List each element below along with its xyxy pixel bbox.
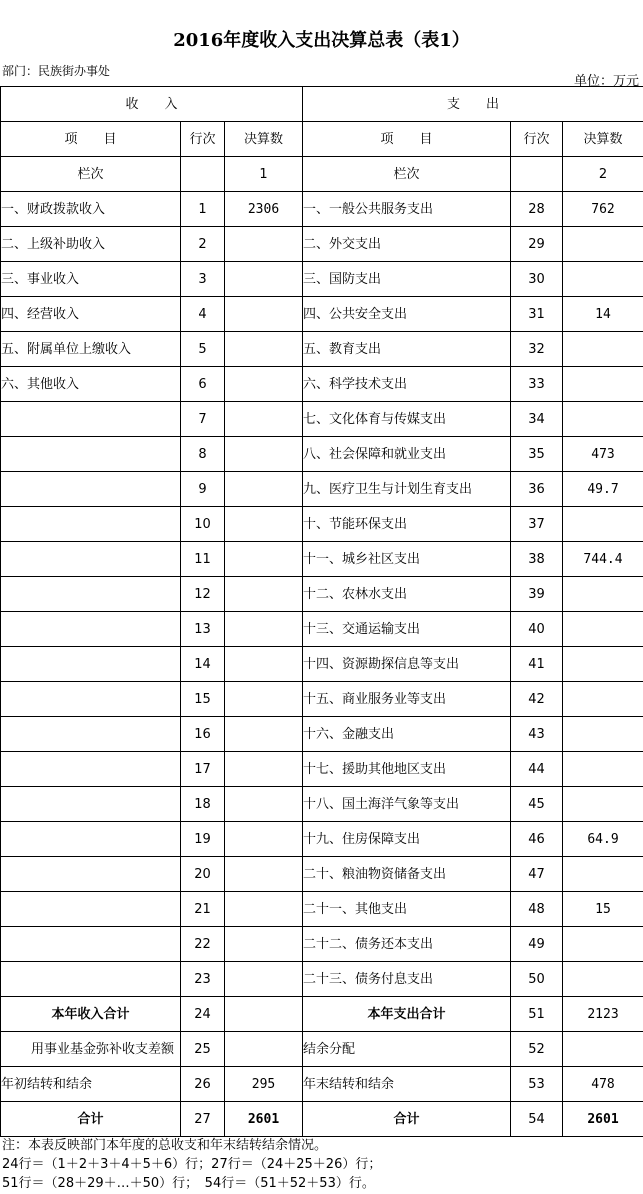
expense-grand-total-line: 54 — [511, 1102, 563, 1137]
surplus-allocation-amount — [563, 1032, 643, 1067]
expense-line-cell: 31 — [511, 297, 563, 332]
footnote-line: 注：本表反映部门本年度的总收支和年末结转结余情况。 — [2, 1138, 328, 1153]
income-col-index: 1 — [225, 157, 303, 192]
expense-amount-cell: 15 — [563, 892, 643, 927]
income-amount-cell: 2306 — [225, 192, 303, 227]
income-line-header: 行次 — [181, 122, 225, 157]
expense-item-cell: 六、科学技术支出 — [303, 367, 511, 402]
income-item-header: 项 目 — [1, 122, 181, 157]
income-amount-cell — [225, 367, 303, 402]
annual-total-row — [1, 997, 643, 1032]
expense-col-index: 2 — [563, 157, 643, 192]
footnote-line: 24行＝（1＋2＋3＋4＋5＋6）行；27行＝（24＋25＋26）行； — [2, 1157, 382, 1172]
income-item-cell: 三、事业收入 — [1, 262, 181, 297]
expense-item-cell: 十九、住房保障支出 — [303, 822, 511, 857]
expense-line-cell: 49 — [511, 927, 563, 962]
beginning-carryover-amount: 295 — [225, 1067, 303, 1102]
expense-line-cell: 28 — [511, 192, 563, 227]
carryover-row — [1, 1067, 643, 1102]
income-amount-cell — [225, 402, 303, 437]
table-row — [1, 822, 643, 857]
income-line-cell: 1 — [181, 192, 225, 227]
expense-item-cell: 二十二、债务还本支出 — [303, 927, 511, 962]
expense-line-cell: 36 — [511, 472, 563, 507]
income-item-cell — [1, 402, 181, 437]
income-amount-cell — [225, 507, 303, 542]
expense-amount-cell — [563, 332, 643, 367]
income-line-cell: 18 — [181, 787, 225, 822]
expense-item-cell: 十七、援助其他地区支出 — [303, 752, 511, 787]
expense-item-cell: 十一、城乡社区支出 — [303, 542, 511, 577]
table-row — [1, 297, 643, 332]
expense-amount-cell — [563, 262, 643, 297]
expense-item-cell: 十、节能环保支出 — [303, 507, 511, 542]
income-item-cell — [1, 472, 181, 507]
section-header-row — [1, 87, 643, 122]
income-line-cell: 14 — [181, 647, 225, 682]
income-line-cell: 17 — [181, 752, 225, 787]
income-lanci-label: 栏次 — [1, 157, 181, 192]
income-item-cell — [1, 542, 181, 577]
expense-amount-cell — [563, 927, 643, 962]
fund-allocation-row — [1, 1032, 643, 1067]
expense-line-cell: 48 — [511, 892, 563, 927]
expense-amount-cell — [563, 962, 643, 997]
income-amount-cell — [225, 717, 303, 752]
income-line-cell: 16 — [181, 717, 225, 752]
expense-amount-cell — [563, 682, 643, 717]
income-line-cell: 12 — [181, 577, 225, 612]
expense-line-cell: 30 — [511, 262, 563, 297]
income-amount-cell — [225, 472, 303, 507]
income-amount-cell — [225, 542, 303, 577]
expense-item-cell: 九、医疗卫生与计划生育支出 — [303, 472, 511, 507]
expense-amount-cell — [563, 367, 643, 402]
income-amount-cell — [225, 962, 303, 997]
income-amount-cell — [225, 262, 303, 297]
footnotes — [2, 1136, 381, 1193]
expense-lanci-label: 栏次 — [303, 157, 511, 192]
income-item-cell — [1, 647, 181, 682]
table-row — [1, 262, 643, 297]
expense-annual-total-amount: 2123 — [563, 997, 643, 1032]
income-item-cell — [1, 507, 181, 542]
income-line-cell: 4 — [181, 297, 225, 332]
income-line-cell: 2 — [181, 227, 225, 262]
income-lanci-empty — [181, 157, 225, 192]
table-row — [1, 647, 643, 682]
table-row — [1, 192, 643, 227]
income-grand-total-line: 27 — [181, 1102, 225, 1137]
expense-line-cell: 47 — [511, 857, 563, 892]
expense-item-cell: 二十、粮油物资储备支出 — [303, 857, 511, 892]
expense-line-cell: 46 — [511, 822, 563, 857]
income-item-cell — [1, 927, 181, 962]
income-amount-cell — [225, 227, 303, 262]
income-line-cell: 13 — [181, 612, 225, 647]
expense-item-cell: 十二、农林水支出 — [303, 577, 511, 612]
expense-item-cell: 二十一、其他支出 — [303, 892, 511, 927]
expense-item-cell: 二、外交支出 — [303, 227, 511, 262]
table-row — [1, 787, 643, 822]
expense-line-cell: 34 — [511, 402, 563, 437]
table-row — [1, 962, 643, 997]
footnote-line: 51行＝（28＋29＋…＋50）行； 54行＝（51＋52＋53）行。 — [2, 1176, 375, 1191]
expense-line-cell: 43 — [511, 717, 563, 752]
expense-line-cell: 33 — [511, 367, 563, 402]
expense-amount-cell — [563, 787, 643, 822]
expense-amount-cell: 762 — [563, 192, 643, 227]
ending-carryover-amount: 478 — [563, 1067, 643, 1102]
income-line-cell: 15 — [181, 682, 225, 717]
expense-item-cell: 八、社会保障和就业支出 — [303, 437, 511, 472]
income-item-cell — [1, 612, 181, 647]
income-grand-total-label: 合计 — [1, 1102, 181, 1137]
income-amount-cell — [225, 297, 303, 332]
income-amount-cell — [225, 612, 303, 647]
table-row — [1, 332, 643, 367]
income-line-cell: 21 — [181, 892, 225, 927]
beginning-carryover-label: 年初结转和结余 — [1, 1067, 181, 1102]
income-annual-total-line: 24 — [181, 997, 225, 1032]
income-annual-total-label: 本年收入合计 — [1, 997, 181, 1032]
expense-item-cell: 十四、资源勘探信息等支出 — [303, 647, 511, 682]
expense-item-cell: 四、公共安全支出 — [303, 297, 511, 332]
beginning-carryover-line: 26 — [181, 1067, 225, 1102]
income-amount-cell — [225, 647, 303, 682]
expense-item-cell: 十三、交通运输支出 — [303, 612, 511, 647]
expense-line-cell: 50 — [511, 962, 563, 997]
expense-amount-cell: 473 — [563, 437, 643, 472]
income-line-cell: 3 — [181, 262, 225, 297]
income-item-cell: 六、其他收入 — [1, 367, 181, 402]
department-label: 部门：民族街办事处 — [2, 64, 111, 78]
table-row — [1, 612, 643, 647]
income-amount-cell — [225, 332, 303, 367]
expense-annual-total-label: 本年支出合计 — [303, 997, 511, 1032]
expense-lanci-empty — [511, 157, 563, 192]
expense-line-cell: 42 — [511, 682, 563, 717]
income-line-cell: 19 — [181, 822, 225, 857]
grand-total-row — [1, 1102, 643, 1137]
income-amount-cell — [225, 857, 303, 892]
expense-grand-total-label: 合计 — [303, 1102, 511, 1137]
income-amount-cell — [225, 577, 303, 612]
income-item-cell: 四、经营收入 — [1, 297, 181, 332]
income-line-cell: 9 — [181, 472, 225, 507]
ending-carryover-line: 53 — [511, 1067, 563, 1102]
table-row — [1, 507, 643, 542]
income-grand-total-amount: 2601 — [225, 1102, 303, 1137]
expense-amount-cell — [563, 577, 643, 612]
expense-item-cell: 十五、商业服务业等支出 — [303, 682, 511, 717]
expense-item-cell: 十六、金融支出 — [303, 717, 511, 752]
income-annual-total-amount — [225, 997, 303, 1032]
income-amount-cell — [225, 752, 303, 787]
income-amount-cell — [225, 787, 303, 822]
table-row — [1, 472, 643, 507]
budget-table — [0, 86, 643, 1137]
income-line-cell: 20 — [181, 857, 225, 892]
income-item-cell: 一、财政拨款收入 — [1, 192, 181, 227]
expense-item-cell: 五、教育支出 — [303, 332, 511, 367]
income-line-cell: 8 — [181, 437, 225, 472]
fund-makeup-amount — [225, 1032, 303, 1067]
table-row — [1, 227, 643, 262]
table-row — [1, 437, 643, 472]
expense-amount-cell — [563, 857, 643, 892]
expense-line-cell: 38 — [511, 542, 563, 577]
income-line-cell: 6 — [181, 367, 225, 402]
expense-line-cell: 35 — [511, 437, 563, 472]
expense-amount-cell — [563, 402, 643, 437]
page-title: 2016年度收入支出决算总表（表1） — [173, 30, 470, 51]
expense-line-cell: 45 — [511, 787, 563, 822]
expense-line-cell: 41 — [511, 647, 563, 682]
income-amount-cell — [225, 682, 303, 717]
income-item-cell — [1, 717, 181, 752]
table-row — [1, 542, 643, 577]
income-item-cell — [1, 682, 181, 717]
table-row — [1, 927, 643, 962]
table-row — [1, 402, 643, 437]
surplus-allocation-line: 52 — [511, 1032, 563, 1067]
income-item-cell — [1, 752, 181, 787]
expense-item-cell: 一、一般公共服务支出 — [303, 192, 511, 227]
expense-line-cell: 44 — [511, 752, 563, 787]
income-item-cell — [1, 822, 181, 857]
expense-amount-cell — [563, 227, 643, 262]
income-item-cell — [1, 437, 181, 472]
unit-label: 单位：万元 — [573, 74, 639, 89]
expense-amount-cell: 64.9 — [563, 822, 643, 857]
income-amount-cell — [225, 437, 303, 472]
income-amount-header: 决算数 — [225, 122, 303, 157]
column-header-row — [1, 122, 643, 157]
table-row — [1, 367, 643, 402]
expense-amount-cell — [563, 752, 643, 787]
table-row — [1, 752, 643, 787]
income-item-cell — [1, 787, 181, 822]
expense-line-cell: 40 — [511, 612, 563, 647]
table-row — [1, 892, 643, 927]
income-section-header: 收 入 — [1, 87, 303, 122]
income-line-cell: 5 — [181, 332, 225, 367]
expense-amount-cell: 14 — [563, 297, 643, 332]
income-item-cell: 二、上级补助收入 — [1, 227, 181, 262]
income-amount-cell — [225, 892, 303, 927]
expense-amount-cell — [563, 507, 643, 542]
income-item-cell: 五、附属单位上缴收入 — [1, 332, 181, 367]
income-item-cell — [1, 857, 181, 892]
income-amount-cell — [225, 822, 303, 857]
table-row — [1, 717, 643, 752]
expense-line-header: 行次 — [511, 122, 563, 157]
column-index-row — [1, 157, 643, 192]
expense-amount-cell: 744.4 — [563, 542, 643, 577]
expense-line-cell: 29 — [511, 227, 563, 262]
table-row — [1, 577, 643, 612]
ending-carryover-label: 年末结转和结余 — [303, 1067, 511, 1102]
fund-makeup-line: 25 — [181, 1032, 225, 1067]
table-row — [1, 857, 643, 892]
income-line-cell: 10 — [181, 507, 225, 542]
income-line-cell: 23 — [181, 962, 225, 997]
income-item-cell — [1, 892, 181, 927]
expense-item-cell: 三、国防支出 — [303, 262, 511, 297]
expense-item-header: 项 目 — [303, 122, 511, 157]
expense-amount-header: 决算数 — [563, 122, 643, 157]
expense-line-cell: 32 — [511, 332, 563, 367]
expense-annual-total-line: 51 — [511, 997, 563, 1032]
expense-grand-total-amount: 2601 — [563, 1102, 643, 1137]
expense-item-cell: 十八、国土海洋气象等支出 — [303, 787, 511, 822]
expense-amount-cell — [563, 612, 643, 647]
income-line-cell: 7 — [181, 402, 225, 437]
income-item-cell — [1, 962, 181, 997]
expense-amount-cell — [563, 717, 643, 752]
expense-amount-cell — [563, 647, 643, 682]
expense-item-cell: 二十三、债务付息支出 — [303, 962, 511, 997]
surplus-allocation-label: 结余分配 — [303, 1032, 511, 1067]
income-item-cell — [1, 577, 181, 612]
expense-section-header: 支 出 — [303, 87, 643, 122]
income-line-cell: 22 — [181, 927, 225, 962]
table-row — [1, 682, 643, 717]
income-amount-cell — [225, 927, 303, 962]
expense-amount-cell: 49.7 — [563, 472, 643, 507]
fund-makeup-label: 用事业基金弥补收支差额 — [1, 1032, 181, 1067]
income-line-cell: 11 — [181, 542, 225, 577]
expense-item-cell: 七、文化体育与传媒支出 — [303, 402, 511, 437]
expense-line-cell: 37 — [511, 507, 563, 542]
expense-line-cell: 39 — [511, 577, 563, 612]
